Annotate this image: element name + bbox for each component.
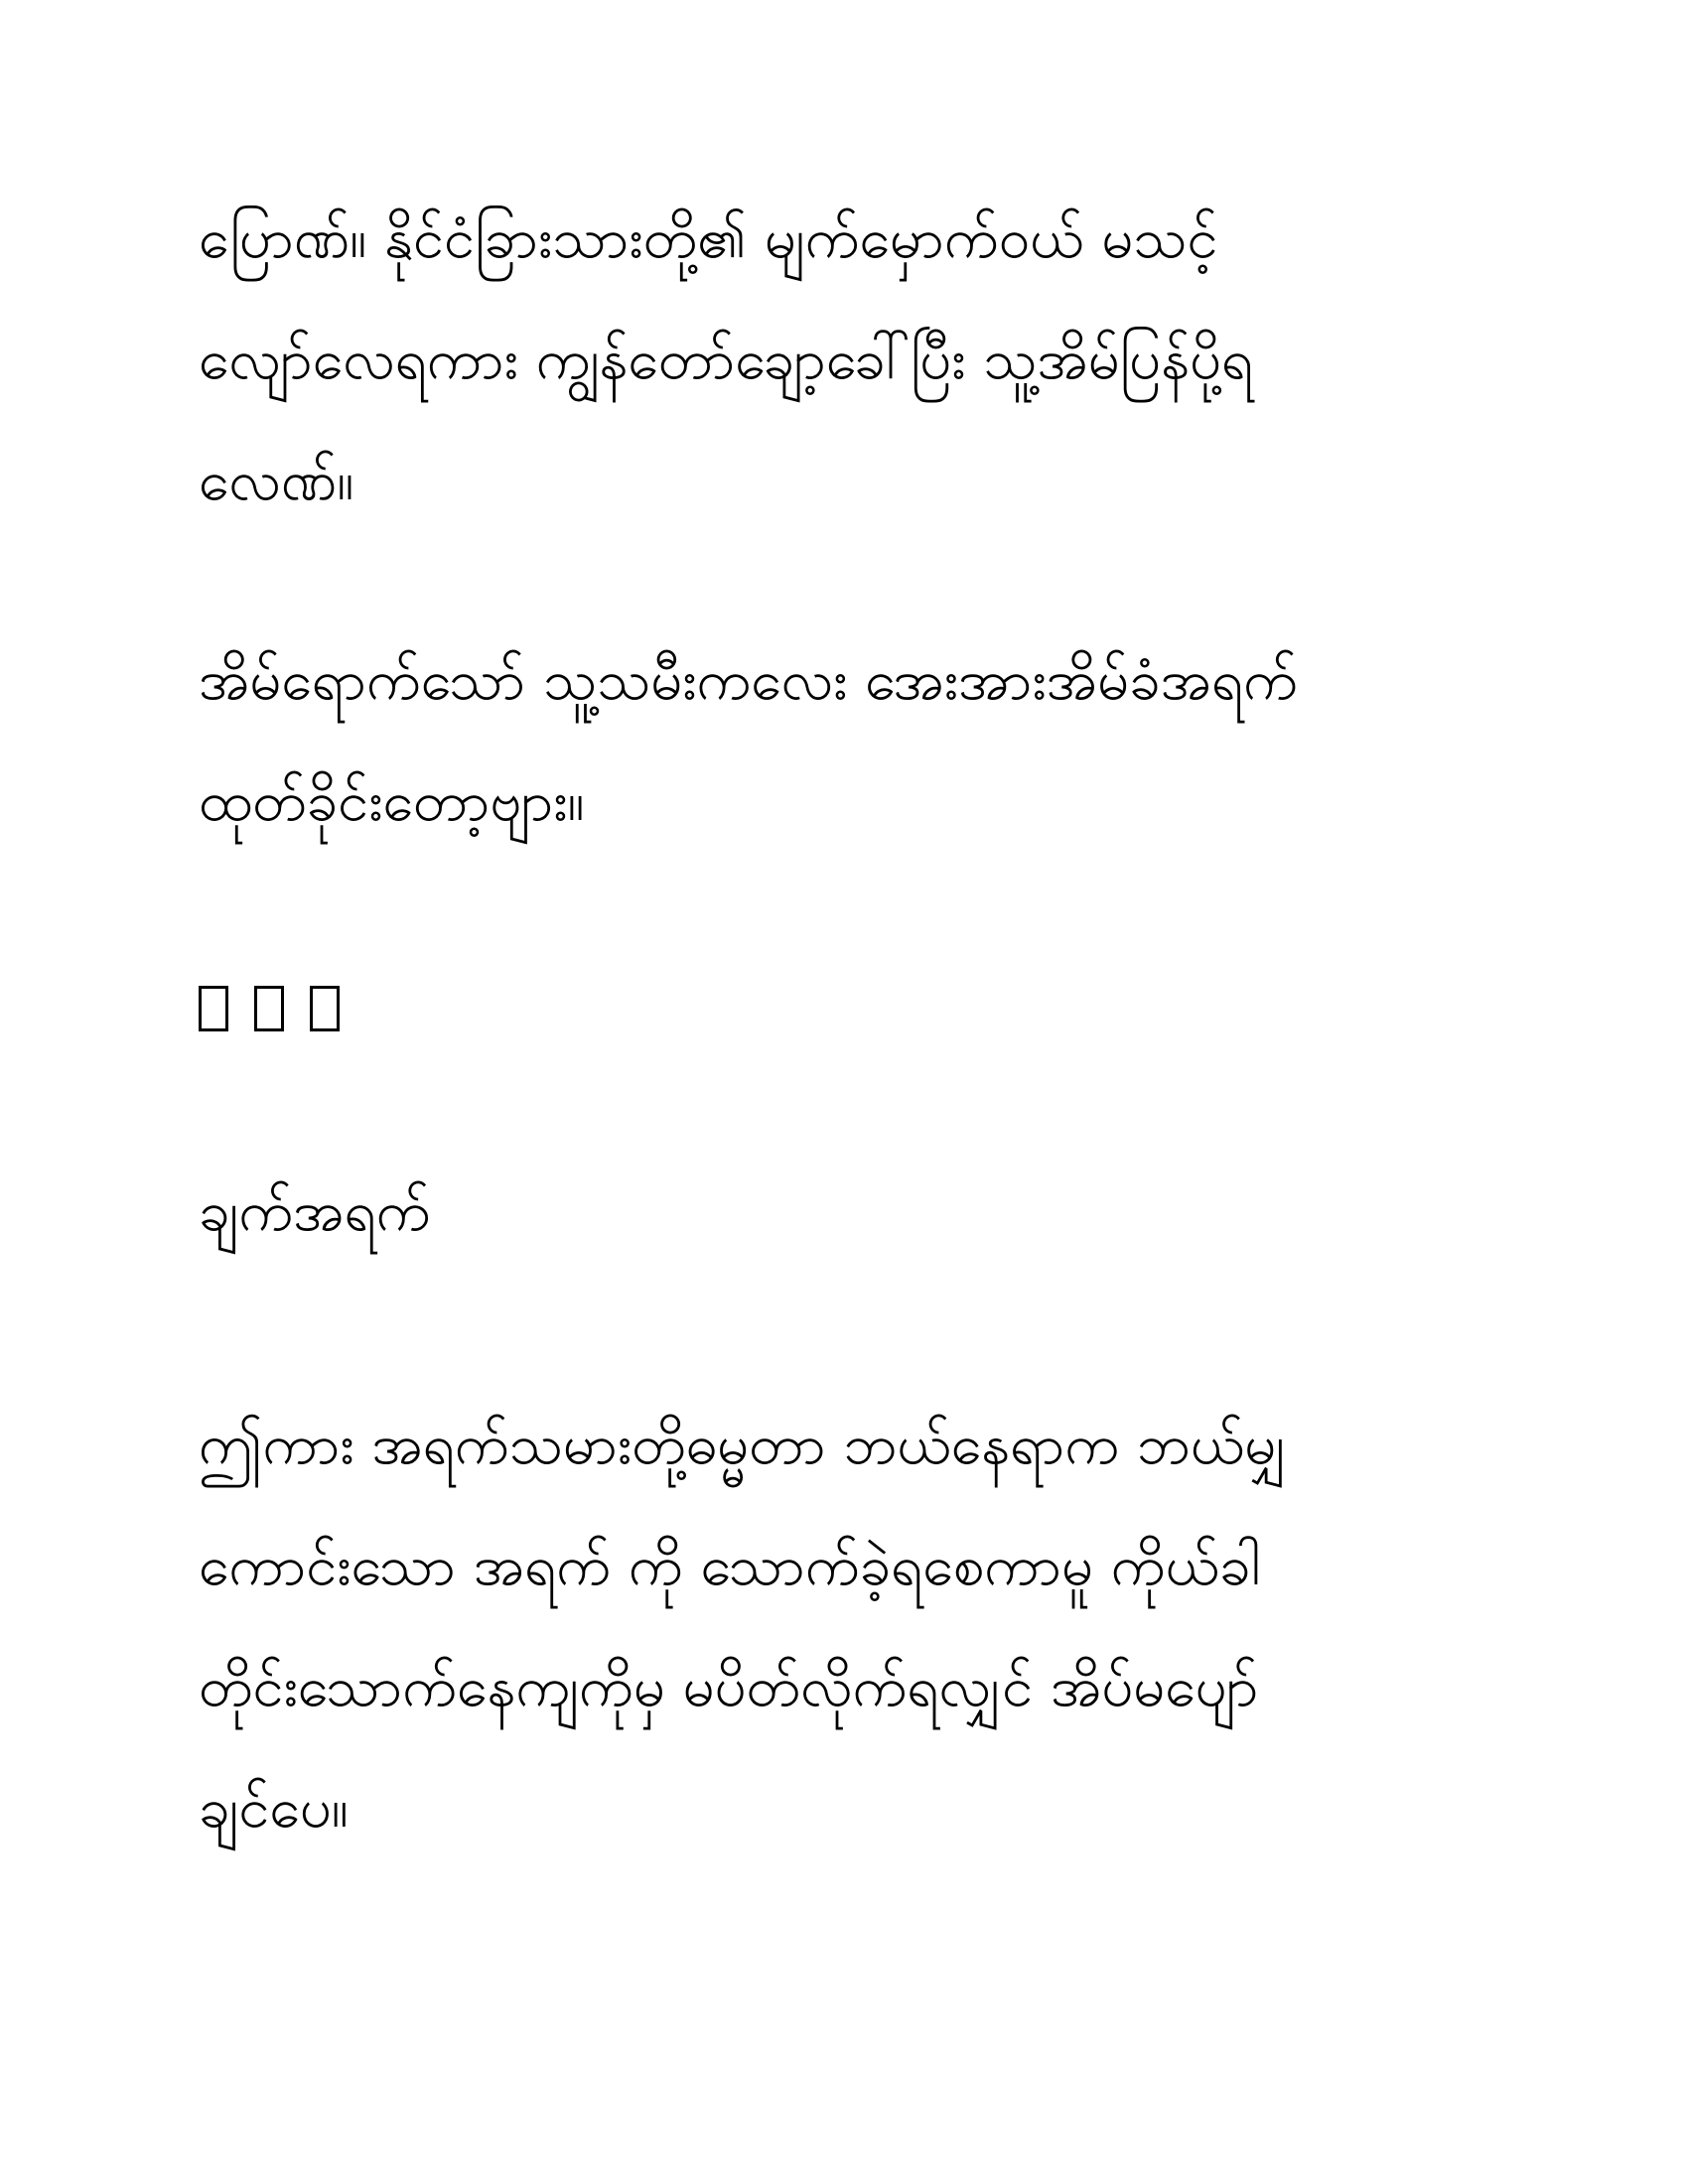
- section-heading: [199, 1152, 1489, 1273]
- missing-glyph-box: [199, 986, 228, 1031]
- paragraph-3: [199, 1385, 1489, 1869]
- paragraph-3-line-1: ဤကား အရက်သမားတို့ဓမ္မတာ ဘယ်နေရာက ဘယ်မျှ: [199, 1413, 1288, 1477]
- paragraph-2-line-1: အိမ်ရောက်သော် သူ့သမီးကလေး အေးအားအိမ်ခံအရက်: [199, 648, 1298, 713]
- paragraph-3-line-4: ချင်ပေ။: [199, 1776, 349, 1841]
- paragraph-3-line-2: ကောင်းသော အရက် ကို သောက်ခဲ့ရစေကာမူ ကိုယ်ခါ: [199, 1534, 1261, 1598]
- paragraph-2: [199, 620, 1489, 863]
- paragraph-1: [199, 179, 1489, 542]
- missing-glyph-box: [310, 986, 340, 1031]
- missing-glyph-box: [254, 986, 284, 1031]
- missing-glyph-separator: [199, 948, 1489, 1069]
- paragraph-2-line-2: ထုတ်ခိုင်းတော့ဗျား။: [199, 769, 585, 834]
- paragraph-1-line-2: လျော်လေရကား ကျွန်တော်ချော့ခေါ်ပြီး သူ့အိမ်ပြန်ပို့ရ: [199, 328, 1254, 392]
- paragraph-1-line-3: လေဏ်။: [199, 449, 354, 513]
- paragraph-1-line-1: ပြောဏ်။ နိုင်ငံခြားသားတို့၏ မျက်မှောက်ဝယ် မသင့်: [199, 206, 1218, 271]
- paragraph-3-line-3: တိုင်းသောက်နေကျကိုမှ မပိတ်လိုက်ရလျှင် အိပ်မပျော်: [199, 1655, 1259, 1719]
- heading-text: ချက်အရက်: [199, 1179, 431, 1244]
